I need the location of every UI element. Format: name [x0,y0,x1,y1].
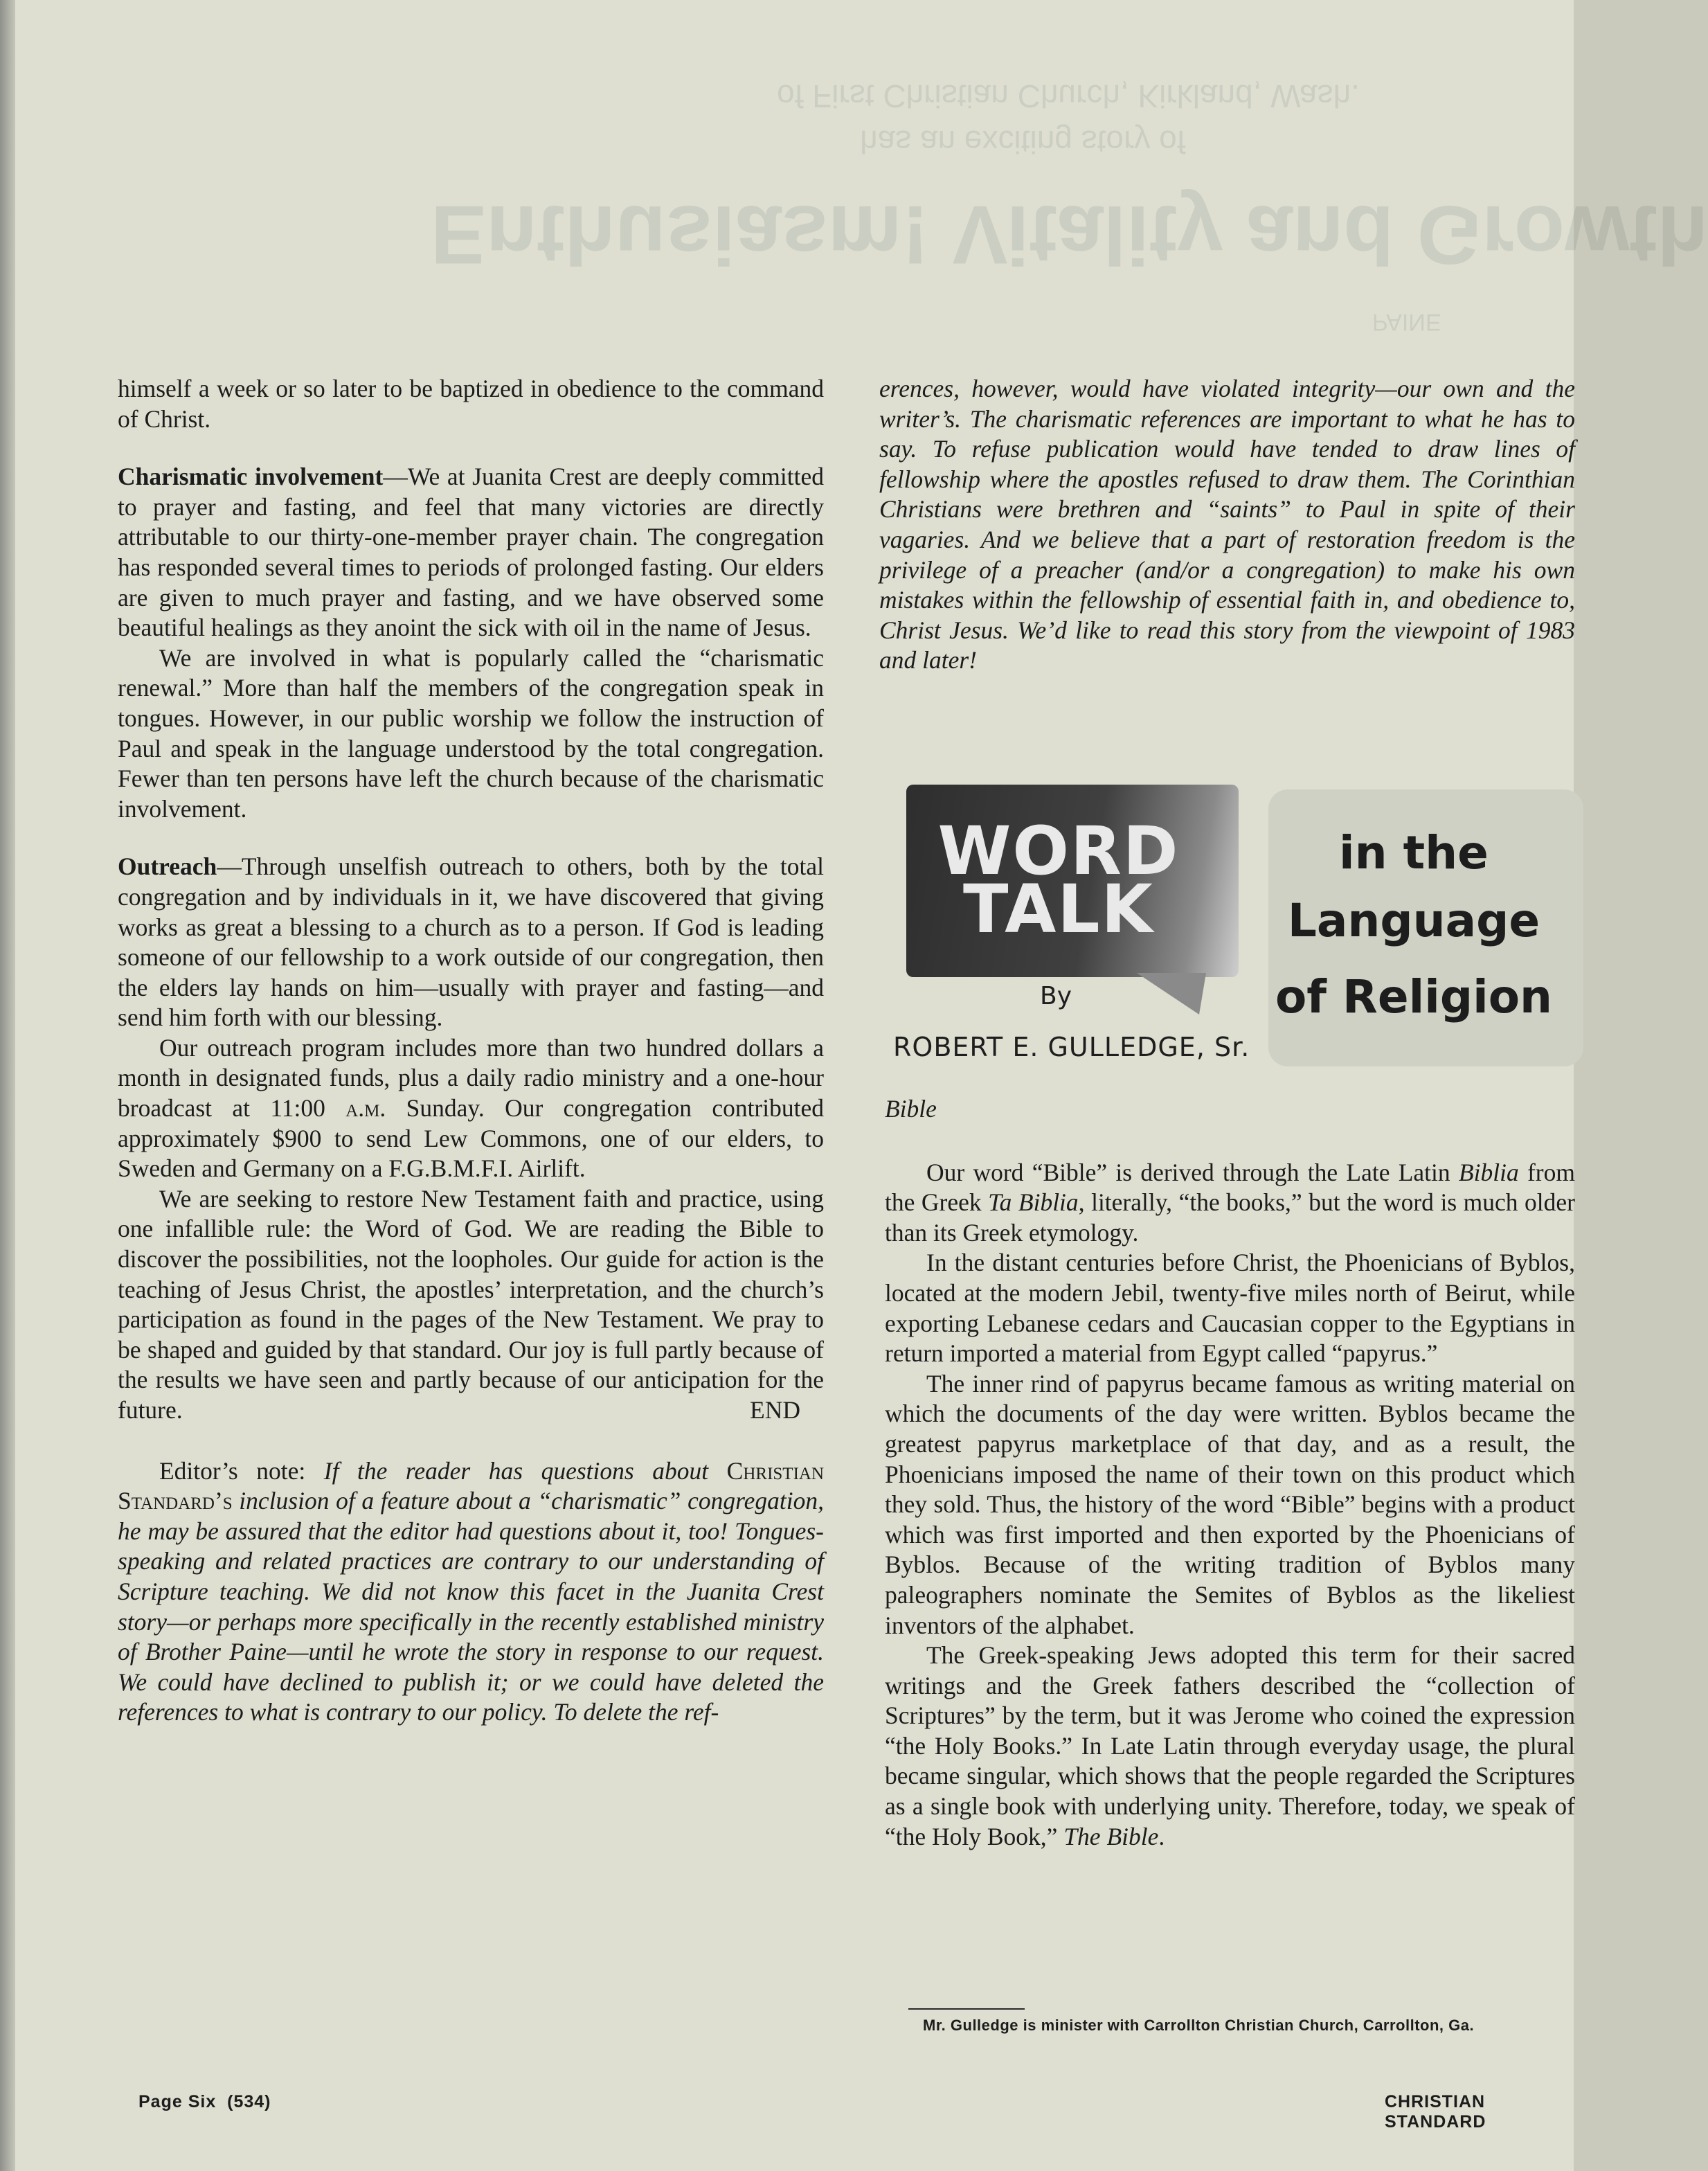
paragraph-text: —Through unselfish outreach to others, both by the total congregation and by individuals in it, we have discovered that giving works as great a blessing to a church as to a person. If God is leading someone of our fellowship to a work outside of our congregation, then the elders lay hands on him—usually with prayer and fasting—and send him forth with our blessing. [118,852,824,1032]
bleed-through-line: PAINE [1372,309,1441,335]
note-text: If the reader has questions about [323,1456,727,1485]
paragraph-text: Our word “Bible” is derived through the Late Latin [926,1158,1459,1186]
title-line: Language [1287,894,1540,947]
publication-footer: CHRISTIAN STANDARD [1385,2092,1486,2132]
end-mark: END [750,1396,800,1424]
paragraph-text: Sunday. Our congregation contributed approximately $900 to send Lew Commons, one of our elders, to Sweden and Germany on a F.G.B.M.F.I. Airlift. [118,1094,824,1183]
section-heading: Outreach [118,852,217,881]
paragraph-text: We are seeking to restore New Testament faith and practice, using one infallible rule: the Word of God. We are reading the Bible to discover the possibilities, not the loopholes. Our guide for action is the teaching of Jesus Christ, the apostles’ interpretation, and the church’s participation as found in the pages of the New Testament. We pray to be shaped and guided by that standard. Our joy is full partly because of the results we have seen and partly because of our anticipation for the future. [118,1184,824,1424]
paragraph: The inner rind of papyrus became famous as writing material on which the documents of the day were written. Byblos became the greatest papyrus marketplace of that day, and as a result, the Phoenicians imposed the name of their town on this product which they sold. Thus, the history of the word “Bible” begins with a product which was first imported and then exported by the Phoenicians of Byblos. Because of the writing tradition of Byblos many paleographers nominate the Semites of Byblos as the likeliest inventors of the alphabet. [885,1369,1575,1639]
bleed-through-line: has an exciting story of [860,124,1186,160]
editors-note-continued: erences, however, would have violated integrity—our own and the writer’s. The charismatic references are important to what he has to say. To refuse publication would have tended to draw lines of fellowship where the apostles refused to draw them. The Corinthian Christians were brethren and “saints” to Paul in spite of their vagaries. And we believe that a part of restoration freedom is the privilege of a preacher (and/or a congregation) to make his own mistakes within the fellowship of essential faith in, and obedience to, Christ Jesus. We’d like to read this story from the viewpoint of 1983 and later! [879,375,1575,674]
paragraph [885,1158,1575,1249]
author-name: ROBERT E. GULLEDGE, Sr. [893,1032,1250,1062]
word-talk-logo [906,785,1239,977]
magazine-page [15,0,1708,2171]
paragraph [118,852,824,1033]
article-subject: Bible [885,1095,937,1123]
bleed-through-line: of First Christian Church, Kirkland, Wash. [777,78,1360,114]
paragraph [118,1033,824,1184]
paragraph-text: —We at Juanita Crest are deeply committed to prayer and fasting, and feel that many victories are directly attributable to our thirty-one-member prayer chain. The congregation has responded several times to periods of prolonged fasting. Our elders are given to much prayer and fasting, and we have observed some beautiful healings as they anoint the sick with oil in the name of Jesus. [118,463,824,642]
time-abbrev: a.m. [345,1094,386,1123]
page-number: Page Six (534) [138,2092,271,2111]
paragraph-text: Ta Biblia [988,1188,1079,1217]
paragraph-text: The Bible [1063,1822,1159,1850]
paragraph-text: The Greek-speaking Jews adopted this term for their sacred writings and the Greek fathers described the “collection of Scriptures” by the term, but it was Jerome who coined the expression “the Holy Books.” In Late Latin through everyday usage, the plural became singular, which shows that the people regarded the Scriptures as a single book with underlying unity. Therefore, today, we speak of “the Holy Book,” [885,1641,1575,1850]
logo-word: WORD [937,812,1180,890]
feature-article [885,1094,1575,1852]
paragraph-text: , literally, “the books,” but the word is much older than its Greek etymology. [885,1188,1575,1247]
title-line: of Religion [1275,970,1553,1024]
feature-title-box [1268,789,1583,1066]
paragraph [118,1184,824,1426]
paragraph [885,1641,1575,1852]
note-label: Editor’s note: [159,1456,324,1485]
title-line: in the [1339,826,1489,879]
left-column [118,374,824,1728]
paragraph-text: Biblia [1458,1158,1519,1186]
paragraph-text: . [1158,1822,1165,1850]
editors-note [118,1456,824,1728]
bleed-through-title: Enthusiasm! Vitality and Growth [431,188,1708,281]
paragraph: himself a week or so later to be baptized in obedience to the command of Christ. [118,375,824,433]
footnote-rule [908,2008,1025,2010]
byline-by: By [1040,982,1072,1010]
paragraph: In the distant centuries before Christ, the Phoenicians of Byblos, located at the modern Jebil, twenty-five miles north of Beirut, while exporting Lebanese cedars and Caucasian copper to the Egyptians in return imported a material from Egypt called “papyrus.” [885,1249,1575,1368]
paragraph: We are involved in what is popularly called the “charismatic renewal.” More than half the members of the congregation speak in tongues. However, in our public worship we follow the instruction of Paul and speak in the language understood by the total congregation. Fewer than ten persons have left the church because of the charismatic involvement. [118,643,824,823]
footnote: Mr. Gulledge is minister with Carrollton Christian Church, Carrollton, Ga. [923,2017,1475,2034]
publication-name: Christian Standard’s [118,1456,824,1515]
note-text: inclusion of a feature about a “charismatic” congregation, he may be assured that the editor had questions about it, too! Tongues-speaking and related practices are contrary to our understanding of Scripture teaching. We did not know this facet in the Juanita Crest story—or perhaps more specifically in the recently established ministry of Brother Paine—until he wrote the story in response to our request. We could have declined to publish it; or we could have deleted the references to what is contrary to our policy. To delete the ref- [118,1487,824,1726]
section-heading: Charismatic involvement [118,463,384,491]
paragraph-text: from the Greek [885,1158,1575,1217]
paragraph [118,462,824,643]
right-column-note [879,374,1575,676]
speech-bubble-tail [1137,973,1213,1021]
logo-talk: TALK [963,870,1154,948]
page-edge-shadow [0,0,15,2171]
paragraph-text: Our outreach program includes more than two hundred dollars a month in designated funds, plus a daily radio ministry and a one-hour broadcast at 11:00 [118,1033,824,1123]
